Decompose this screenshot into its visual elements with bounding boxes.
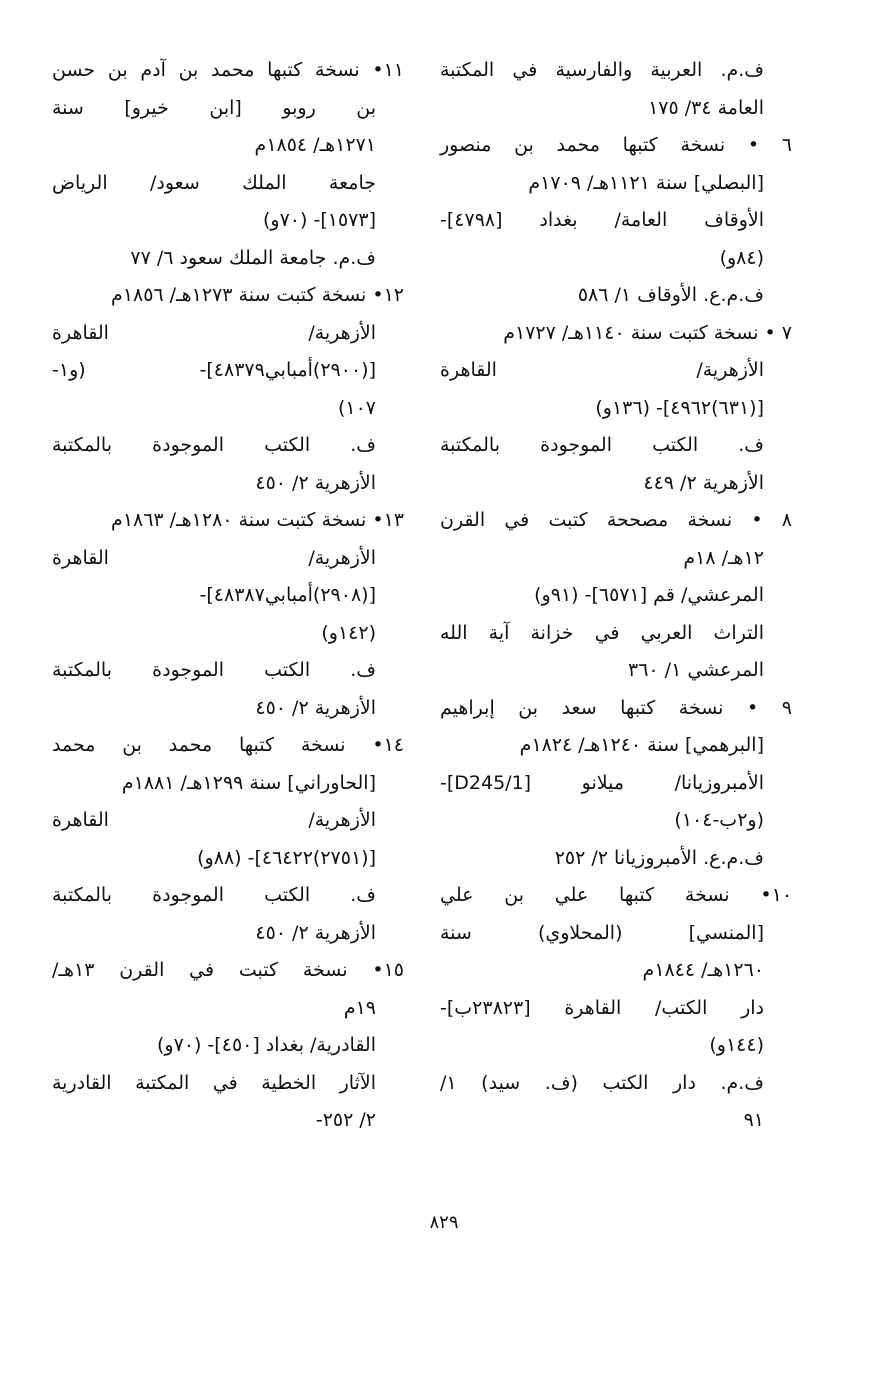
left-column-line: ١٢• نسخة كتبت سنة ١٢٧٣هـ/ ١٨٥٦م xyxy=(111,284,404,306)
right-column-line: ٩١ xyxy=(743,1109,764,1131)
left-column-line: جامعة الملك سعود/ الرياض xyxy=(52,171,376,194)
left-column-line: ١٤• نسخة كتبها محمد بن محمد xyxy=(52,734,404,756)
left-column-line: الأزهرية/ القاهرة xyxy=(52,809,376,831)
page-number: ٨٢٩ xyxy=(429,1212,459,1233)
left-column-line: بن روبو [ابن خيرو] سنة xyxy=(52,96,376,119)
left-column-line: ف. الكتب الموجودة بالمكتبة xyxy=(52,659,376,681)
right-column-line: ف.م.ع. الأوقاف ١/ ٥٨٦ xyxy=(577,284,764,306)
left-column-line: الأزهرية ٢/ ٤٥٠ xyxy=(255,921,376,944)
left-column-line: ف. الكتب الموجودة بالمكتبة xyxy=(52,884,376,906)
right-column-line: المرعشي ١/ ٣٦٠ xyxy=(628,659,764,681)
left-column-line: الأزهرية/ القاهرة xyxy=(52,321,376,344)
left-column-line: ف.م. جامعة الملك سعود ٦/ ٧٧ xyxy=(130,246,376,269)
right-column-line: [المنسي] (المحلاوي) سنة xyxy=(440,921,764,944)
left-column-line: [(٢٩٠٨)أمبابي٤٨٣٨٧]- xyxy=(199,584,376,606)
right-column-line: ف. الكتب الموجودة بالمكتبة xyxy=(440,434,764,456)
right-column-line: ف.م.ع. الأمبروزيانا ٢/ ٢٥٢ xyxy=(554,846,764,869)
left-column-line: [(٢٧٥١)٤٦٤٢٢]- (٨٨و) xyxy=(197,846,376,869)
right-column-line: ف.م. دار الكتب (ف. سيد) ١/ xyxy=(440,1071,764,1094)
right-column-line: التراث العربي في خزانة آية الله xyxy=(440,621,764,644)
left-column-line: [(٢٩٠٠)أمبابي٤٨٣٧٩]- (و١- xyxy=(52,359,376,381)
left-column-line: القادرية/ بغداد [٤٥٠]- (٧٠و) xyxy=(156,1034,376,1056)
left-column-line: [١٥٧٣]- (٧٠و) xyxy=(263,209,376,231)
right-column-line: (٨٤و) xyxy=(719,246,764,269)
right-column-line: ٩ • نسخة كتبها سعد بن إبراهيم xyxy=(440,696,792,719)
right-column xyxy=(440,52,792,1140)
right-column-line: الأوقاف العامة/ بغداد [٤٧٩٨]- xyxy=(440,209,764,231)
right-column-line: [البصلي] سنة ١١٢١هـ/ ١٧٠٩م xyxy=(528,171,764,194)
right-column-line: (١٤٤و) xyxy=(709,1034,764,1056)
left-column-line: ف. الكتب الموجودة بالمكتبة xyxy=(52,434,376,456)
right-column-line: ١٠• نسخة كتبها علي بن علي xyxy=(440,884,792,906)
right-column-line: دار الكتب/ القاهرة [٢٣٨٢٣ب]- xyxy=(440,996,764,1019)
left-column-line: (١٤٢و) xyxy=(321,621,376,644)
left-column-line: ١٥• نسخة كتبت في القرن ١٣هـ/ xyxy=(52,959,404,981)
right-column-line: الأمبروزيانا/ ميلانو [D245/1]- xyxy=(440,771,764,794)
right-column-line: الأزهرية ٢/ ٤٤٩ xyxy=(643,471,764,494)
right-column-line: ٦ • نسخة كتبها محمد بن منصور xyxy=(440,134,792,156)
left-column xyxy=(52,52,404,1140)
right-column-line: ١٢هـ/ ١٨م xyxy=(683,546,764,569)
left-column-line: ١٢٧١هـ/ ١٨٥٤م xyxy=(254,134,376,156)
left-column-line: الأزهرية ٢/ ٤٥٠ xyxy=(255,696,376,719)
left-column-line: ٢/ ٢٥٢- xyxy=(315,1109,376,1131)
right-column-line: [البرهمي] سنة ١٢٤٠هـ/ ١٨٢٤م xyxy=(519,734,764,756)
left-column-line: الآثار الخطية في المكتبة القادرية xyxy=(52,1071,376,1094)
right-column-line: ٧ • نسخة كتبت سنة ١١٤٠هـ/ ١٧٢٧م xyxy=(503,321,792,344)
left-column-line: [الحاوراني] سنة ١٢٩٩هـ/ ١٨٨١م xyxy=(121,771,376,794)
left-column-line: ١٠٧) xyxy=(337,396,376,419)
left-column-line: الأزهرية/ القاهرة xyxy=(52,546,376,569)
right-column-line: ٨ • نسخة مصححة كتبت في القرن xyxy=(440,509,792,531)
right-column-line: [(٦٣١)٤٩٦٢]- (١٣٦و) xyxy=(595,396,764,419)
right-column-line: المرعشي/ قم [٦٥٧١]- (٩١و) xyxy=(534,584,764,606)
right-column-line: العامة ٣٤/ ١٧٥ xyxy=(648,96,764,119)
right-column-line: ف.م. العربية والفارسية في المكتبة xyxy=(440,59,764,81)
right-column-line: (و٢ب-١٠٤) xyxy=(674,809,764,831)
right-column-line: الأزهرية/ القاهرة xyxy=(440,359,764,381)
left-column-line: ١٣• نسخة كتبت سنة ١٢٨٠هـ/ ١٨٦٣م xyxy=(111,509,404,531)
left-column-line: ١٩م xyxy=(343,996,376,1019)
left-column-line: الأزهرية ٢/ ٤٥٠ xyxy=(255,471,376,494)
left-column-line: ١١• نسخة كتبها محمد بن آدم بن حسن xyxy=(52,59,404,81)
right-column-line: ١٢٦٠هـ/ ١٨٤٤م xyxy=(642,959,764,981)
